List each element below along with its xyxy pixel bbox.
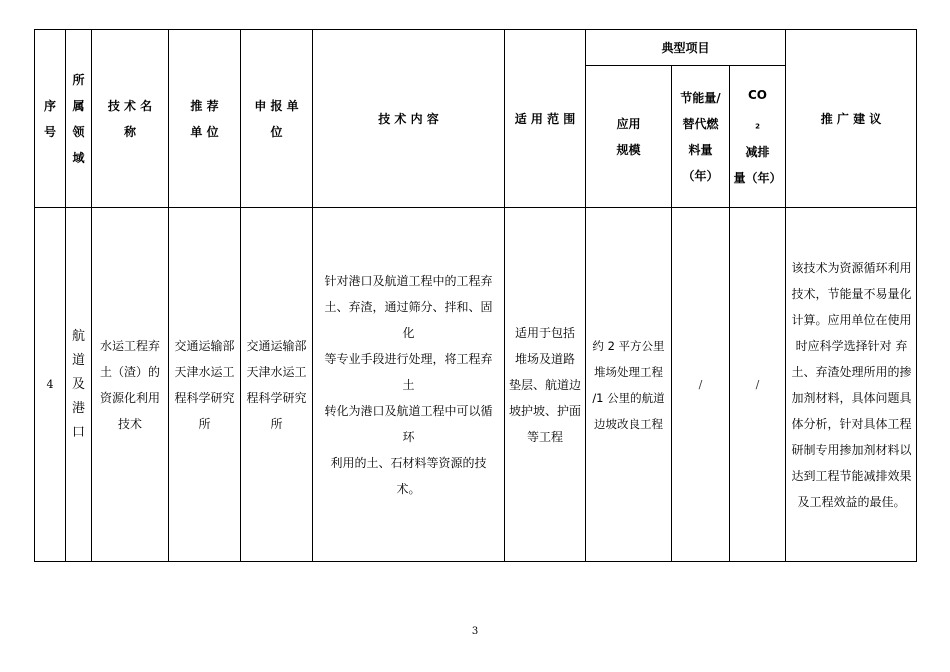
header-seq: 序 号 [35,30,66,208]
header-app-scale: 应用 规模 [586,66,672,208]
cell-scope: 适用于包括 堆场及道路 垫层、航道边 坡护坡、护面 等工程 [505,208,586,562]
cell-tech-content: 针对港口及航道工程中的工程弃 土、弃渣，通过筛分、拌和、固化 等专业手段进行处理，将工程弃土 转化为港口及航道工程中可以循环 利用的土、石材料等资源的技术。 [313,208,505,562]
cell-applicant: 交通运输部 天津水运工 程科学研究 所 [241,208,313,562]
header-promotion: 推 广 建 议 [786,30,917,208]
technology-table [34,29,917,562]
header-tech-content: 技 术 内 容 [313,30,505,208]
cell-promotion: 该技术为资源循环利用 技术，节能量不易量化 计算。应用单位在使用 时应科学选择针对 弃 土、弃渣处理所用的掺 加剂材料，具体问题具 体分析，针对具体工程 研制专用掺加剂材料以 达到工程节能减排效果 及工程效益的最佳。 [786,208,917,562]
header-field: 所 属 领 域 [66,30,92,208]
header-co2: CO $_2$ 减排 量（年） [730,66,786,208]
cell-seq: 4 [35,208,66,562]
cell-field: 航 道 及 港 口 [66,208,92,562]
page-number: 3 [471,626,479,637]
header-energy-saving: 节能量/ 替代燃 料量 （年） [672,66,730,208]
header-typical-project: 典型项目 [586,30,786,66]
cell-energy-saving: / [672,208,730,562]
cell-app-scale: 约 2 平方公里 堆场处理工程 /1 公里的航道 边坡改良工程 [586,208,672,562]
cell-recommender: 交通运输部 天津水运工 程科学研究 所 [169,208,241,562]
header-recommender: 推 荐 单 位 [169,30,241,208]
cell-tech-name: 水运工程弃 土（渣）的 资源化利用 技术 [92,208,169,562]
header-tech-name: 技 术 名 称 [92,30,169,208]
header-applicant: 申 报 单 位 [241,30,313,208]
header-scope: 适 用 范 围 [505,30,586,208]
cell-co2: / [730,208,786,562]
